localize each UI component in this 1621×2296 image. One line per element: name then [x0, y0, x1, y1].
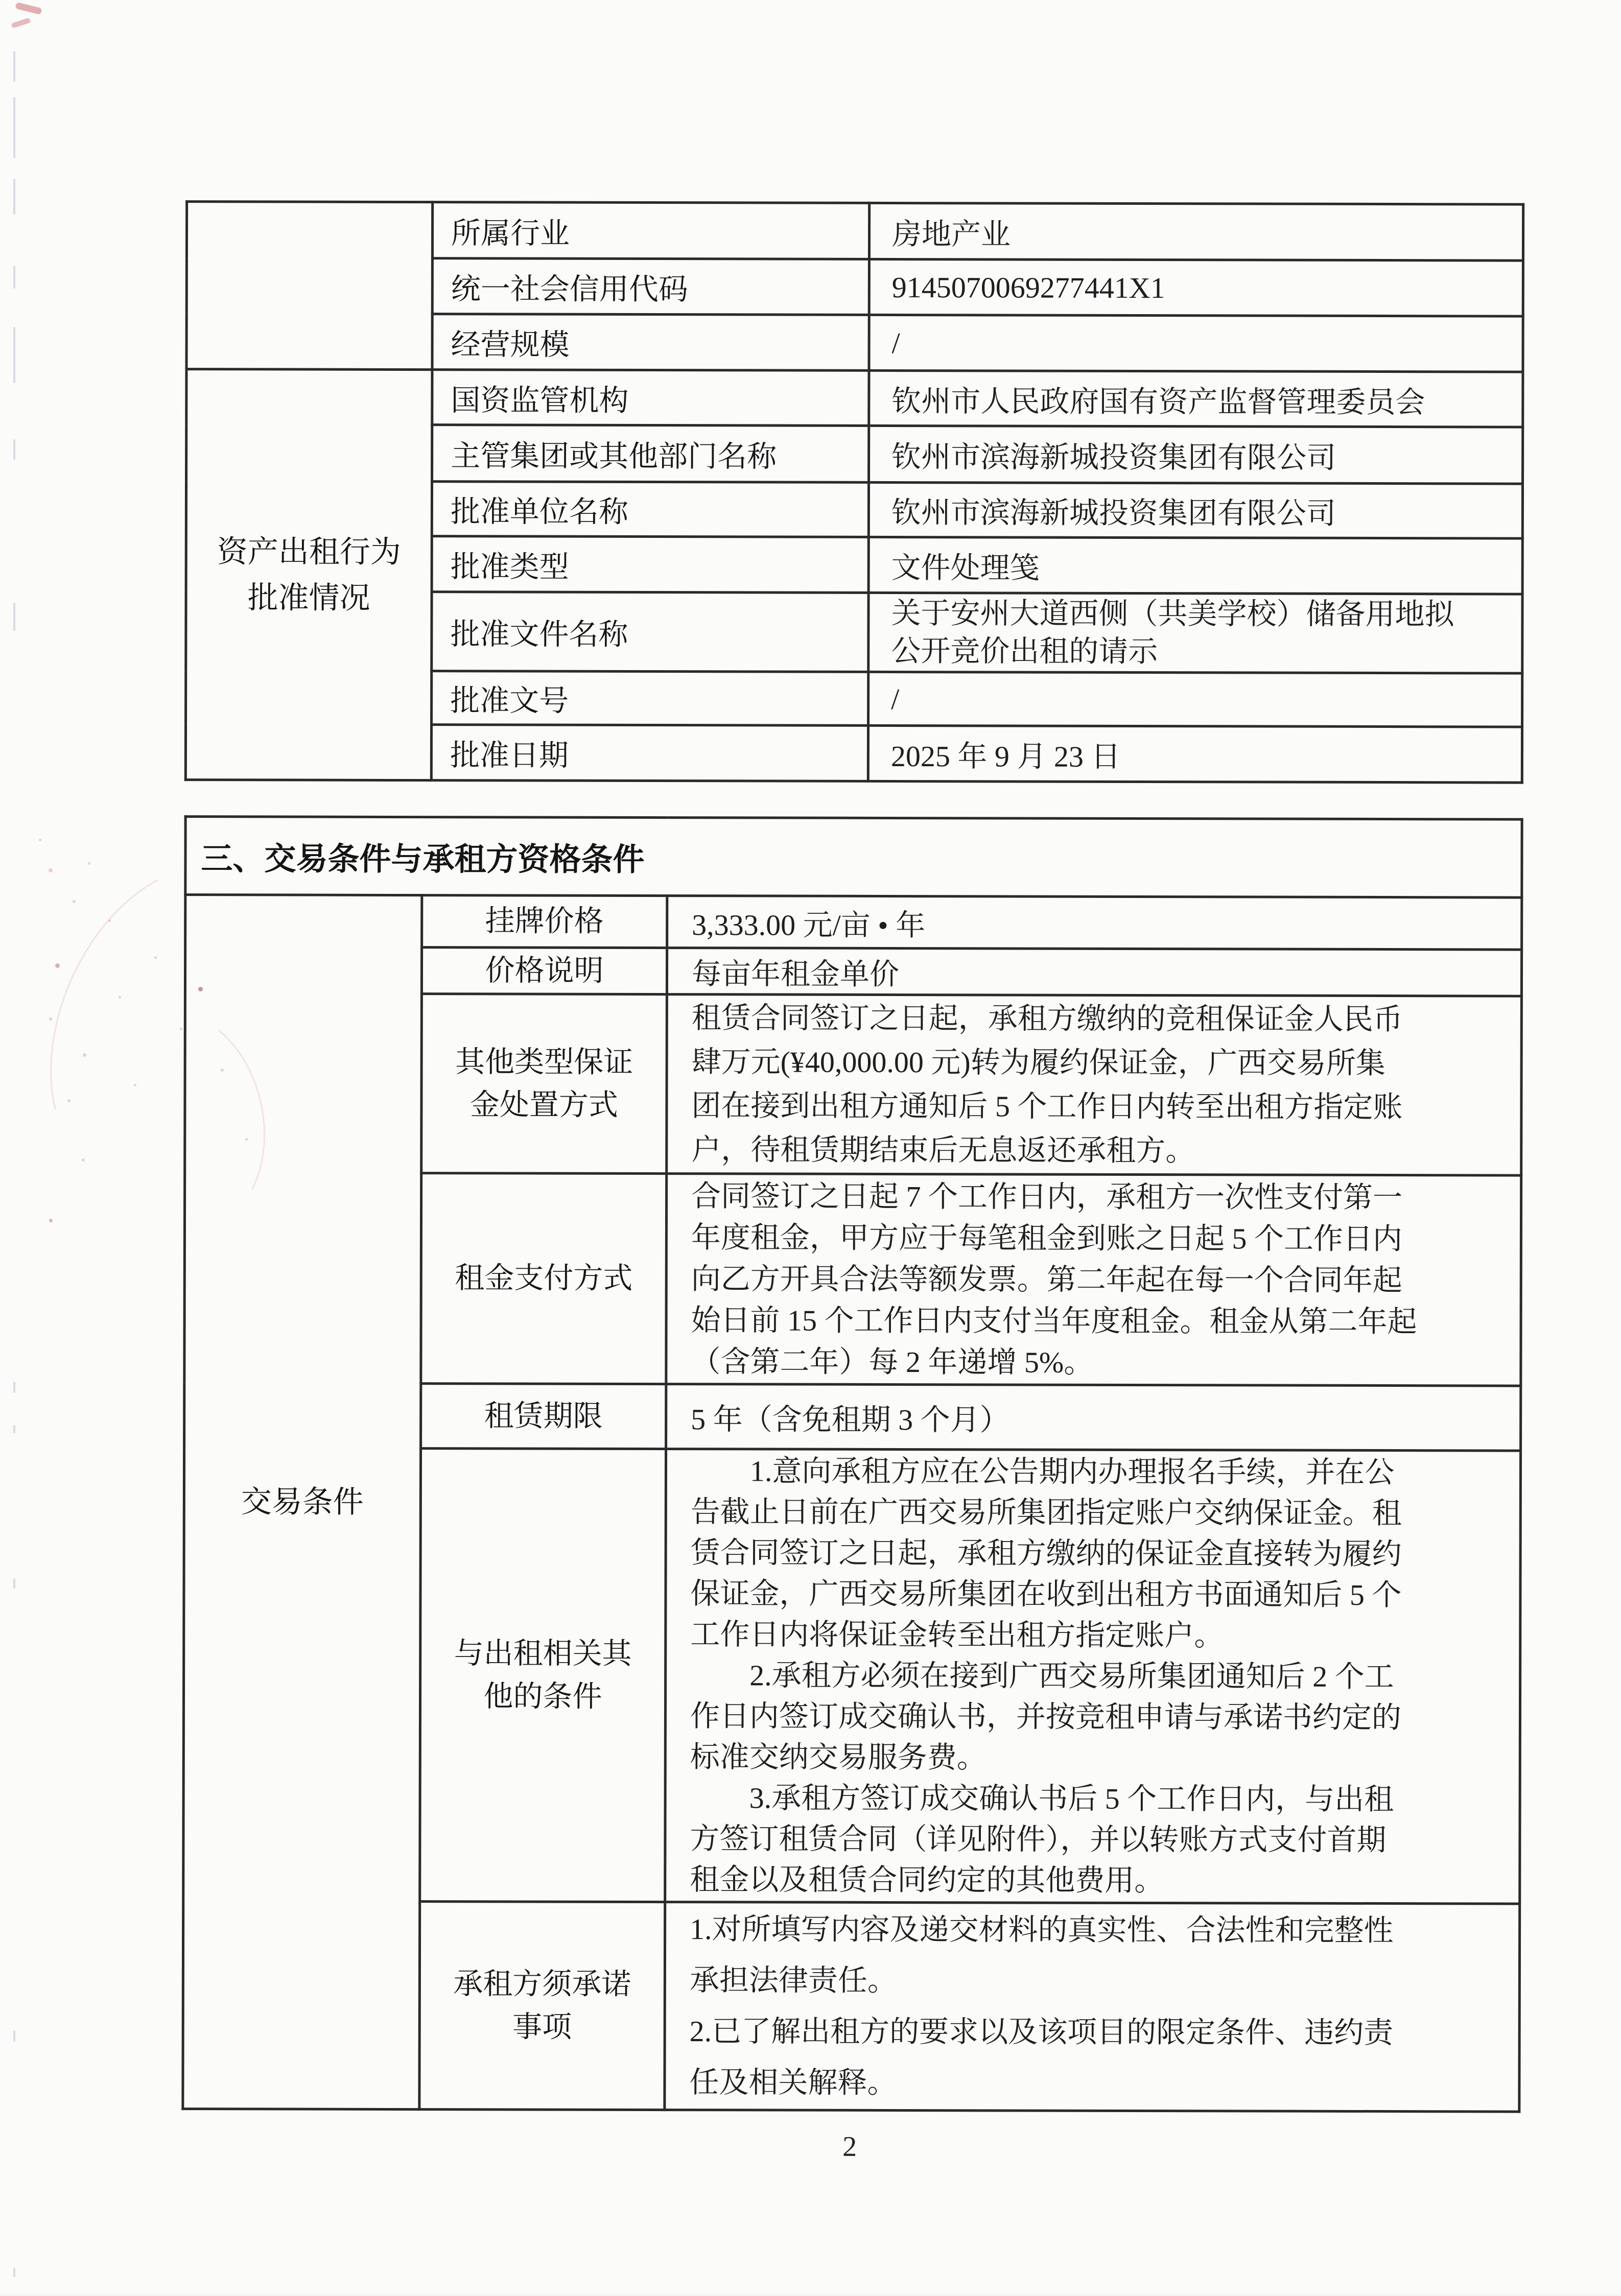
row-value: 钦州市滨海新城投资集团有限公司 — [869, 425, 1523, 484]
row-label: 国资监管机构 — [432, 370, 869, 426]
left-span-empty-cell — [186, 202, 433, 370]
row-value: 9145070069277441X1 — [869, 259, 1523, 316]
section-side-label: 交易条件 — [183, 895, 422, 2110]
row-label: 统一社会信用代码 — [432, 258, 869, 315]
row-value: 1.对所填写内容及递交材料的真实性、合法性和完整性 承担法律责任。 2.已了解出租方的要求以及该项目的限定条件、违约责 任及相关解释。 — [665, 1902, 1520, 2112]
row-label: 批准日期 — [431, 725, 868, 782]
row-value: 关于安州大道西侧（共美学校）储备用地拟 公开竞价出租的请示 — [868, 593, 1522, 673]
table-row — [185, 895, 1522, 950]
table-row — [186, 369, 1523, 427]
row-label: 批准类型 — [432, 536, 868, 593]
row-value: / — [869, 315, 1523, 372]
row-value: 钦州市滨海新城投资集团有限公司 — [868, 482, 1522, 538]
row-value: 2025 年 9 月 23 日 — [868, 725, 1522, 783]
row-value: 合同签订之日起 7 个工作日内，承租方一次性支付第一 年度租金，甲方应于每笔租金到账之日起 5 个工作日内 向乙方开具合法等额发票。第二年起在每一个合同年起 始日前 15 个工作日内支付当年度租金。租金从第二年起 （含第二年）每 2 年递增 5%。 — [666, 1174, 1521, 1386]
row-label: 与出租相关其 他的条件 — [420, 1449, 666, 1902]
page-number: 2 — [842, 2131, 857, 2163]
row-label: 价格说明 — [421, 948, 667, 995]
row-value: 5 年（含免租期 3 个月） — [666, 1384, 1521, 1451]
row-label: 批准文号 — [432, 671, 868, 726]
row-label: 承租方须承诺 事项 — [419, 1902, 665, 2110]
row-value: 1.意向承租方应在公告期内办理报名手续，并在公 告截止日前在广西交易所集团指定账户交纳保证金。租 赁合同签订之日起，承租方缴纳的保证金直接转为履约 保证金，广西交易所集团在收到出租方书面通知后 5 个 工作日内将保证金转至出租方指定账户。 2.承租方必须在接到广西交易所集团通知后 2 个工 作日内签订成交确认书，并按竞租申请与承诺书约定的 标准交纳交易服务费。 3.承租方签订成交确认书后 5 个工作日内，与出租 方签订租赁合同（详见附件），并以转账方式支付首期 租金以及租赁合同约定的其他费用。 — [665, 1449, 1521, 1904]
row-value: 文件处理笺 — [868, 537, 1522, 594]
approval-info-table — [184, 200, 1524, 784]
row-label: 主管集团或其他部门名称 — [432, 425, 869, 483]
row-value: 3,333.00 元/亩 • 年 — [667, 896, 1522, 950]
row-label: 经营规模 — [432, 314, 869, 371]
table-row — [186, 202, 1523, 261]
row-value: 每亩年租金单价 — [667, 948, 1521, 997]
row-value: / — [868, 672, 1522, 727]
section-side-label — [185, 369, 432, 780]
row-label: 其他类型保证 金处置方式 — [421, 994, 667, 1174]
section-title: 三、交易条件与承租方资格条件 — [185, 817, 1522, 897]
section-header-row — [185, 817, 1522, 897]
side-label-text: 资产出租行为 批准情况 — [217, 534, 401, 615]
row-value: 房地产业 — [869, 203, 1523, 261]
row-label: 所属行业 — [432, 202, 869, 259]
row-label: 批准单位名称 — [432, 482, 868, 537]
row-value: 钦州市人民政府国有资产监督管理委员会 — [869, 370, 1523, 427]
row-label: 挂牌价格 — [422, 895, 667, 948]
row-value: 租赁合同签订之日起，承租方缴纳的竞租保证金人民币 肆万元(¥40,000.00 元)转为履约保证金，广西交易所集 团在接到出租方通知后 5 个工作日内转至出租方指定账 户，待租赁期结束后无息返还承租方。 — [667, 995, 1522, 1176]
trade-conditions-table — [181, 815, 1523, 2113]
row-label: 租赁期限 — [421, 1384, 666, 1449]
row-label: 批准文件名称 — [432, 592, 868, 672]
row-label: 租金支付方式 — [421, 1173, 667, 1384]
